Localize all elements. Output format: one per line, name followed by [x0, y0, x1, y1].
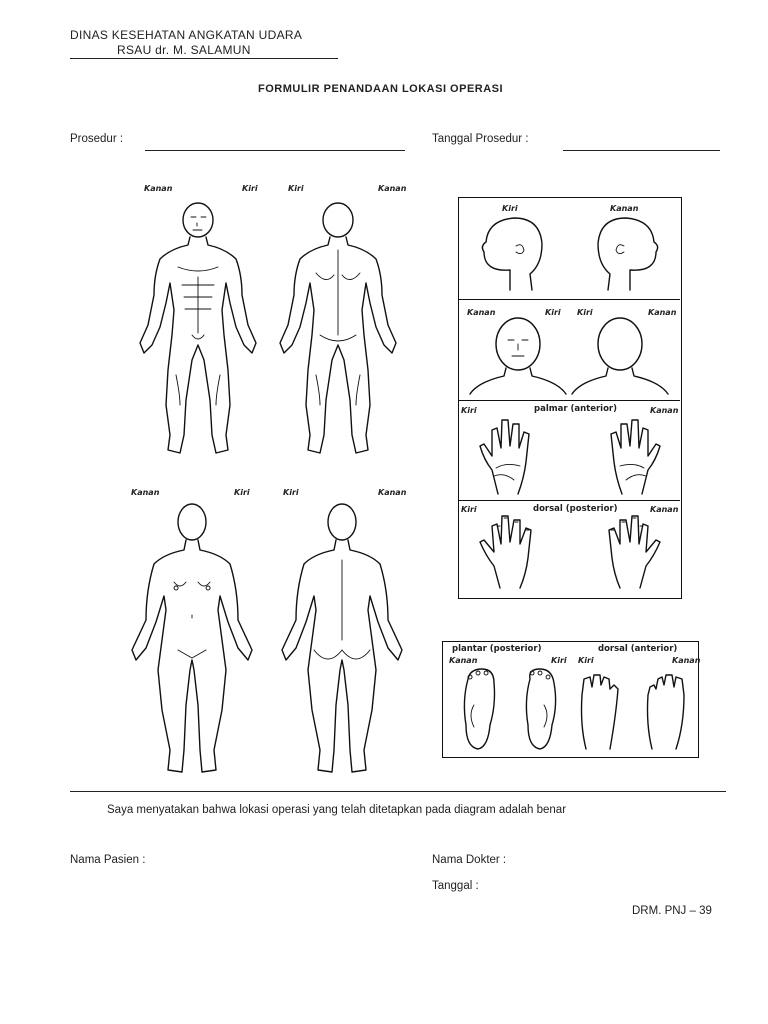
female-front-figure [132, 504, 252, 772]
palmar-left-label: Kiri [461, 406, 477, 415]
prosedur-label: Prosedur : [70, 133, 124, 145]
head-front-left-label: Kiri [545, 308, 561, 317]
male-back-right-label: Kanan [378, 184, 407, 193]
dorsal-hand-left-label: Kiri [461, 505, 477, 514]
prosedur-field[interactable] [145, 136, 405, 151]
org-name: DINAS KESEHATAN ANGKATAN UDARA [70, 28, 303, 42]
feet-diagram[interactable] [448, 665, 693, 753]
head-back-right-label: Kanan [648, 308, 677, 317]
plantar-left-label: Kiri [551, 656, 567, 665]
male-front-right-label: Kanan [144, 184, 173, 193]
male-back-left-label: Kiri [288, 184, 304, 193]
tanggal-prosedur-label: Tanggal Prosedur : [432, 133, 529, 145]
head-front-right-label: Kanan [467, 308, 496, 317]
head-profile-right-label: Kanan [610, 204, 639, 213]
female-front-left-label: Kiri [234, 488, 250, 497]
male-front-left-label: Kiri [242, 184, 258, 193]
tanggal-prosedur-field[interactable] [563, 136, 720, 151]
female-back-right-label: Kanan [378, 488, 407, 497]
palmar-right-label: Kanan [650, 406, 679, 415]
dorsal-hand-title: dorsal (posterior) [533, 504, 618, 514]
head-profile-left-label: Kiri [502, 204, 518, 213]
nama-pasien-label: Nama Pasien : [70, 854, 146, 866]
plantar-title: plantar (posterior) [452, 644, 542, 654]
male-back-figure [280, 203, 396, 453]
dorsal-foot-left-label: Kiri [578, 656, 594, 665]
plantar-right-label: Kanan [449, 656, 478, 665]
statement-text: Saya menyatakan bahwa lokasi operasi yang telah ditetapkan pada diagram adalah benar [107, 804, 567, 816]
head-back-left-label: Kiri [577, 308, 593, 317]
palmar-hands-diagram[interactable] [470, 414, 670, 498]
form-code: DRM. PNJ – 39 [632, 905, 712, 917]
palmar-title: palmar (anterior) [534, 404, 617, 414]
dorsal-foot-right-label: Kanan [672, 656, 701, 665]
dorsal-foot-title: dorsal (anterior) [598, 644, 678, 654]
female-front-right-label: Kanan [131, 488, 160, 497]
tanggal-label: Tanggal : [432, 880, 479, 892]
male-body-diagram[interactable] [120, 195, 420, 465]
nama-dokter-label: Nama Dokter : [432, 854, 507, 866]
female-back-figure [282, 504, 402, 772]
female-body-diagram[interactable] [118, 500, 418, 780]
head-front-diagram[interactable] [462, 314, 676, 398]
hospital-name: RSAU dr. M. SALAMUN [117, 43, 251, 57]
head-profile-diagram[interactable] [470, 212, 670, 298]
statement-separator [70, 791, 726, 792]
dorsal-hands-diagram[interactable] [470, 512, 670, 592]
form-title: FORMULIR PENANDAAN LOKASI OPERASI [258, 83, 504, 95]
header-rule [70, 58, 338, 59]
female-back-left-label: Kiri [283, 488, 299, 497]
dorsal-hand-right-label: Kanan [650, 505, 679, 514]
male-front-figure [140, 203, 256, 453]
